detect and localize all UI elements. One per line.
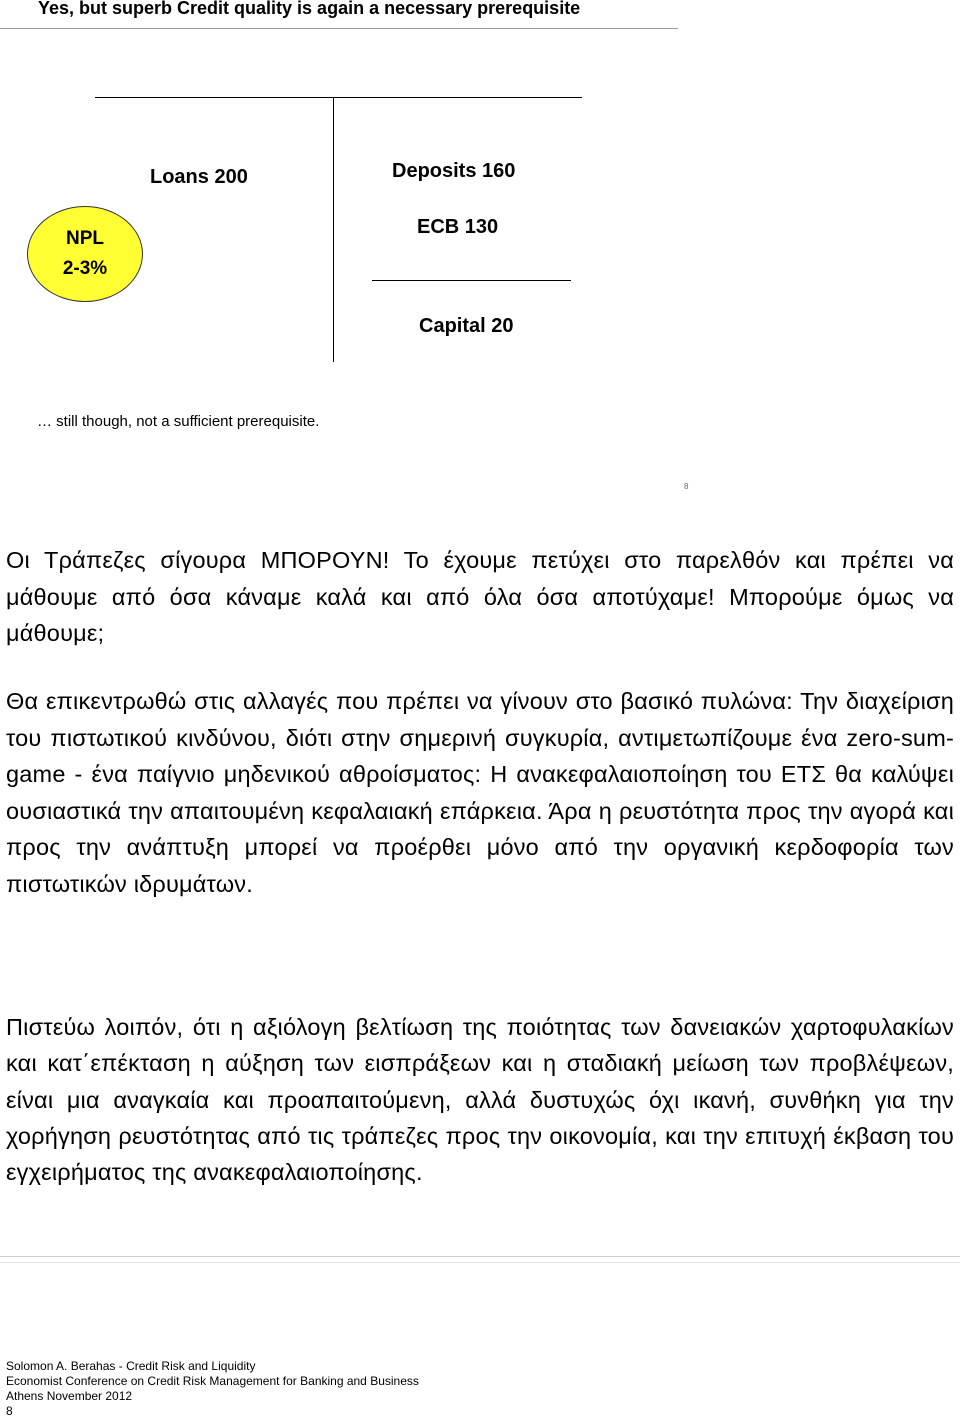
slide-page-number: 8 <box>684 482 689 491</box>
ecb-label: ECB 130 <box>417 216 499 238</box>
npl-badge <box>27 206 143 302</box>
capital-label: Capital 20 <box>419 315 514 337</box>
footer-page-number: 8 <box>6 1404 13 1418</box>
deposits-label: Deposits 160 <box>392 160 516 182</box>
slide-title: Yes, but superb Credit quality is again a necessary prerequisite <box>38 0 581 18</box>
footer-divider-secondary <box>0 1262 960 1263</box>
body-paragraph-2: Θα επικεντρωθώ στις αλλαγές που πρέπει να γίνουν στο βασικό πυλώνα: Την διαχείριση του πιστωτικού κινδύνου, διότι στην σημερινή συγκυρία, αντιμετωπίζουμε ένα zero-sum-game - ένα παίγνιο μηδενικού αθροίσματος: Η ανακεφαλαιοποίηση του ΕΤΣ θα καλύψει ουσιαστικά την απαιτουμένη κεφαλαιακή επάρκεια. Άρα η ρευστότητα προς την αγορά και προς την ανάπτυξη μπορεί να προέρθει μόνο από την οργανική κερδοφορία των πιστωτικών ιδρυμάτων. <box>6 688 954 897</box>
npl-badge-line1: NPL <box>66 228 104 249</box>
page-footer <box>6 1359 419 1419</box>
title-divider <box>0 28 678 29</box>
loans-label: Loans 200 <box>150 166 248 188</box>
balance-sheet-liability-divider <box>372 280 571 281</box>
npl-badge-line2: 2-3% <box>62 258 108 279</box>
footer-event: Economist Conference on Credit Risk Management for Banking and Business <box>6 1374 419 1388</box>
footer-author: Solomon A. Berahas - Credit Risk and Liquidity <box>6 1359 256 1373</box>
footer-place-date: Athens November 2012 <box>6 1389 133 1403</box>
body-paragraph-1: Οι Τράπεζες σίγουρα ΜΠΟΡΟΥΝ! Το έχουμε πετύχει στο παρελθόν και πρέπει να μάθουμε από όσα κάναμε καλά και από όλα όσα αποτύχαμε! Μπορούμε όμως να μάθουμε; <box>6 547 954 646</box>
body-paragraph-3: Πιστεύω λοιπόν, ότι η αξιόλογη βελτίωση της ποιότητας των δανειακών χαρτοφυλακίων και κατ΄επέκταση η αύξηση των εισπράξεων και η σταδιακή μείωση των προβλέψεων, είναι μια αναγκαία και προαπαιτούμενη, αλλά δυστυχώς όχι ικανή, συνθήκη για την χορήγηση ρευστότητας από τις τράπεζες προς την οικονομία, και την επιτυχή έκβαση του εγχειρήματος της ανακεφαλαιοποίησης. <box>6 1014 954 1186</box>
footer-divider <box>0 1256 960 1257</box>
balance-sheet-center-line <box>333 97 334 362</box>
balance-sheet-top-line <box>95 97 582 98</box>
slide-note: … still though, not a sufficient prerequisite. <box>37 413 320 430</box>
